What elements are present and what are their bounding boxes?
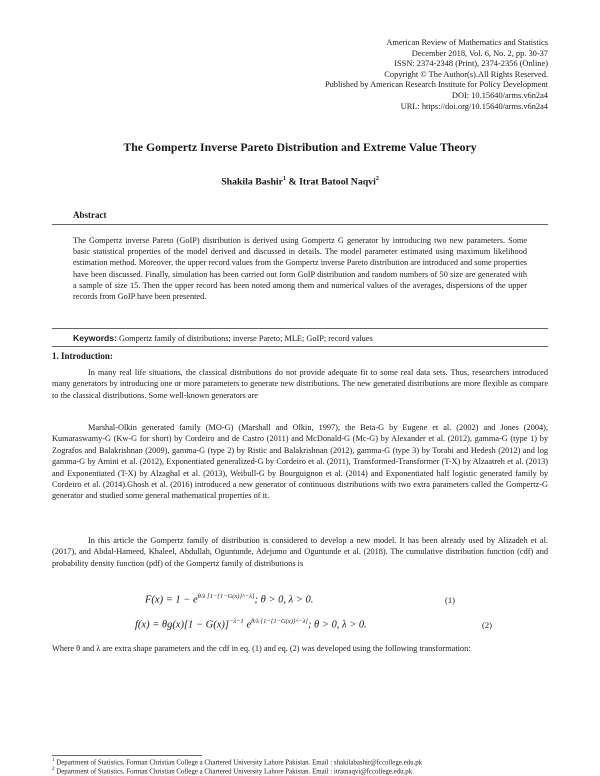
intro-paragraph-1: In many real life situations, the classical distributions do not provide adequate fit to some real data sets. Thus, researchers introduced many generators by introducing one or more parameters to generate new distributions. The new generated distributions are more flexible as compare to the classical distributions. Some well-known generators are (52, 368, 548, 400)
intro-paragraph-3: In this article the Gompertz family of distribution is considered to develop a new model. It has been already used by Alizadeh et al. (2017), and Abdal-Hameed, Khaleel, Abdullah, Oguntunde, Adejumo and Oguntunde et al. (2018). The cumulative distribution function (cdf) and probability density function (pdf) of the Gompertz family of distributions is (52, 536, 548, 568)
footnote-rule (52, 755, 202, 756)
author-1-footnote-mark: 1 (283, 176, 286, 182)
journal-header (325, 38, 548, 112)
author-separator: & (286, 176, 300, 188)
equation-1-exponent: θ/λ [1−{1−G(x)}^−λ] (197, 593, 255, 600)
keywords (73, 333, 373, 343)
author-2: Itrat Batool Naqvi (299, 176, 376, 188)
abstract-text: The Gompertz inverse Pareto (GoIP) distribution is derived using Gompertz G generator by introducing two new parameters. Some basic statistical properties of the model derived and discussed in details. The model parameter estimated using maximum likelihood estimation method. Moreover, the upper record values from the Gompertz inverse Pareto distribution are introduced and some properties have been discussed. Finally, simulation has been carried out form GoIP distribution and random numbers of 50 size are generated with a sample of size 15. Then the upper record has been noted among them and numerical values of the averages, dispersions of the upper records from GoIP have been presented. (73, 236, 527, 302)
abstract-top-rule (52, 224, 548, 225)
equation-2 (135, 618, 548, 631)
section-heading-introduction: 1. Introduction: (52, 351, 113, 361)
author-2-footnote-mark: 2 (375, 176, 379, 182)
equation-2-exp-base: e (243, 619, 252, 631)
abstract-heading: Abstract (73, 210, 107, 220)
equation-1-number: (1) (445, 595, 455, 605)
equation-2-power: −λ−1 (228, 618, 244, 625)
footnote-1-mark: 1 (52, 758, 55, 763)
equation-1-conditions: ; θ > 0, λ > 0. (254, 594, 314, 606)
author-line (0, 176, 600, 187)
abstract-bottom-rule (52, 328, 548, 329)
footnote-2 (52, 767, 412, 775)
keywords-rule (52, 346, 548, 347)
journal-url[interactable]: URL: https://doi.org/10.15640/arms.v6n2a4 (400, 101, 548, 111)
equation-2-exponent: θ/λ [1−{1−G(x)}^−λ] (251, 618, 308, 625)
footnote-2-mark: 2 (52, 767, 55, 772)
keywords-text: Gompertz family of distributions; inverse Pareto; MLE; GoIP; record values (116, 334, 373, 343)
equation-1-lhs: F(x) = 1 − e (145, 594, 198, 606)
journal-copyright: Copyright © The Author(s).All Rights Reserved. (384, 69, 548, 79)
equation-1 (145, 593, 548, 606)
equation-2-lhs: f(x) = θg(x)[1 − G(x)] (135, 619, 229, 631)
keywords-label: Keywords: (73, 333, 117, 343)
journal-doi: DOI: 10.15640/arms.v6n2a4 (451, 90, 548, 100)
equation-2-number: (2) (482, 620, 492, 630)
author-1: Shakila Bashir (221, 176, 283, 188)
journal-publisher: Published by American Research Institute for Policy Development (324, 80, 548, 90)
footnote-1 (52, 758, 422, 766)
journal-issue: December 2018, Vol. 6, No. 2, pp. 30-37 (411, 48, 548, 58)
footnote-1-text: Department of Statistics, Forman Christian College a Chartered University Lahore Pakistan. Email : shakilabashir@fccollege.edu.pk (54, 759, 423, 767)
intro-paragraph-2: Marshal-Olkin generated family (MO-G) (Marshall and Olkin, 1997), the Beta-G by Eugene et al. (2002) and Jones (2004), Kumaraswamy-G (Kw-G for short) by Cordeiro and de Castro (2011) and McDonald-G (Mc-G) by Alexander et al. (2012), gamma-G (type 1) by Zografos and Balakrishnan (2009), gamma-G (type 2) by Ristic and Balakrishnan (2012), gamma-G (type 3) by Torabi and Hedesh (2012) and log gamma-G by Amini et al. (2012), Exponentiated generalized-G by Cordeiro et al. (2011), Transformed-Transformer (T-X) by Alzaatreh et al. (2013) and Exponentiated (T-X) by Alzaghal et al. (2013), Weibull-G by Bourguignon et al. (2014) and Exponentiated half logistic generated family by Cordeiro et al. (2014).Ghosh et al. (2016) introduced a new generator of continuous distributions with two extra parameters called the Gompertz-G generator and studied some general mathematical properties of it. (52, 423, 548, 501)
footnote-2-text: Department of Statistics, Forman Christian College a Chartered University Lahore Pakistan. Email : itratnaqvi@fccollege.edu.pk (54, 768, 413, 776)
intro-paragraph-4: Where θ and λ are extra shape parameters and the cdf in eq. (1) and eq. (2) was developed using the following transformation: (52, 644, 471, 653)
journal-issn: ISSN: 2374-2348 (Print), 2374-2356 (Online) (394, 59, 548, 69)
paper-title: The Gompertz Inverse Pareto Distribution and Extreme Value Theory (123, 140, 477, 154)
journal-name: American Review of Mathematics and Statistics (386, 38, 548, 47)
equation-2-conditions: ; θ > 0, λ > 0. (307, 619, 367, 631)
